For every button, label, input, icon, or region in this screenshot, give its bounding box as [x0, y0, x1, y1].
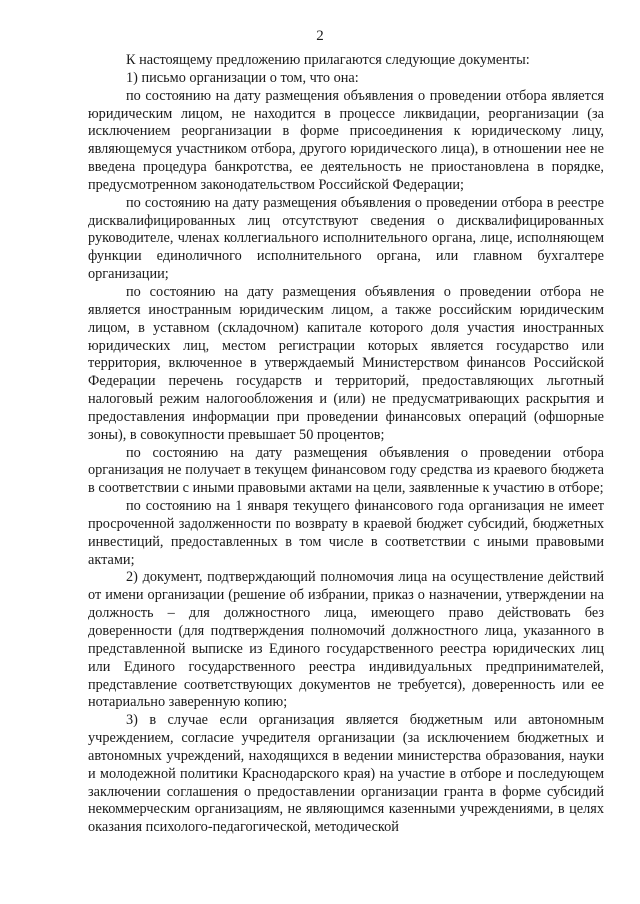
page-number: 2: [316, 28, 324, 44]
paragraph-disqualified-persons: по состоянию на дату размещения объявления о проведении отбора в реестре дисквалифицированных лиц отсутствуют сведения о дисквалифицированных руководителе, членах коллегиального исполнительного органа, лице, исполняющем функции единоличного исполнительного органа, или главном бухгалтере организации;: [88, 194, 604, 283]
paragraph-foreign-entity: по состоянию на дату размещения объявления о проведении отбора не является иностранным юридическим лицом, а также российским юридическим лицом, в уставном (складочном) капитале которого доля участия иностранных юридических лиц, местом регистрации которых является государство или территория, включенное в утверждаемый Министерством финансов Российской Федерации перечень государств и территорий, предоставляющих льготный налоговый режим налогообложения и (или) не предусматривающих раскрытия и предоставления информации при проведении финансовых операций (офшорные зоны), в совокупности превышает 50 процентов;: [88, 283, 604, 443]
paragraph-intro: К настоящему предложению прилагаются следующие документы:: [126, 52, 530, 68]
paragraph-item-2: 2) документ, подтверждающий полномочия лица на осуществление действий от имени организации (решение об избрании, приказ о назначении, утверждении на должность – для должностного лица, имеющего право действовать без доверенности (для подтверждения полномочий должностного лица, указанного в представленной выписке из Единого государственного реестра юридических лиц или Единого государственного реестра индивидуальных предпринимателей, представление соответствующих документов не требуется), доверенность или ее нотариально заверенную копию;: [88, 569, 604, 711]
paragraph-legal-status: по состоянию на дату размещения объявления о проведении отбора является юридическим лицом, не находится в процессе ликвидации, реорганизации (за исключением реорганизации в форме присоединения к юридическому лицу, являющемуся участником отбора, другого юридического лица), в отношении нее не введена процедура банкротства, ее деятельность не приостановлена в порядке, предусмотренном законодательством Российской Федерации;: [88, 87, 604, 193]
paragraph-item-3: 3) в случае если организация является бюджетным или автономным учреждением, согласие учредителя организации (за исключением бюджетных и автономных учреждений, находящихся в ведении министерства образования, науки и молодежной политики Краснодарского края) на участие в отборе и последующем заключении соглашения о предоставлении организации гранта в форме субсидий некоммерческим организациям, не являющимся казенными учреждениями, в целях оказания психолого-педагогической, методической: [88, 712, 604, 836]
document-body: [88, 52, 604, 837]
paragraph-regional-budget: по состоянию на дату размещения объявления о проведении отбора организация не получает в текущем финансовом году средства из краевого бюджета в соответствии с иными правовыми актами на цели, заявленные к участию в отборе;: [88, 444, 604, 497]
paragraph-overdue-debt: по состоянию на 1 января текущего финансового года организация не имеет просроченной задолженности по возврату в краевой бюджет субсидий, бюджетных инвестиций, предоставленных в том числе в соответствии с иными правовыми актами;: [88, 498, 604, 568]
paragraph-item-1: 1) письмо организации о том, что она:: [126, 69, 359, 86]
